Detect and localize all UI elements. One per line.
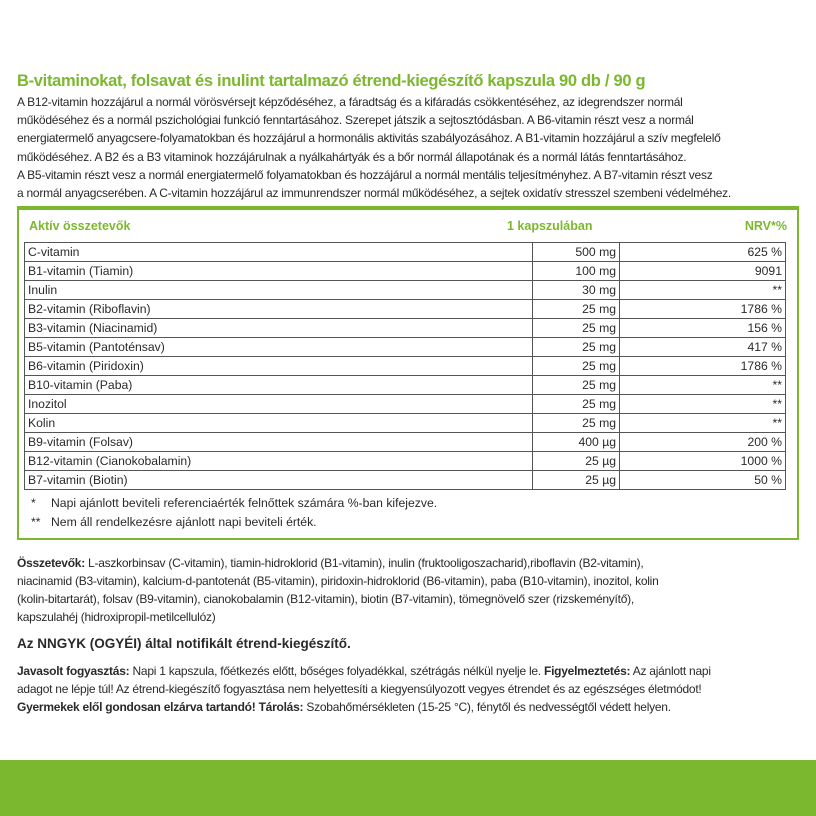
ingredient-nrv: ** bbox=[620, 281, 786, 300]
table-row bbox=[25, 319, 786, 338]
ingredients-text: L-aszkorbinsav (C-vitamin), tiamin-hidroklorid (B1-vitamin), inulin (fruktooligoszacharid),riboflavin (B2-vitamin), bbox=[84, 556, 644, 571]
ingredients-line: kapszulahéj (hidroxipropil-metilcellulóz) bbox=[17, 610, 216, 625]
usage-section bbox=[17, 662, 799, 716]
children-warning: Gyermekek elől gondosan elzárva tartandó! bbox=[17, 700, 256, 715]
ingredient-amount: 100 mg bbox=[533, 262, 620, 281]
bottom-green-band bbox=[0, 760, 816, 816]
ingredient-nrv: 156 % bbox=[620, 319, 786, 338]
ingredient-nrv: ** bbox=[620, 395, 786, 414]
ingredient-nrv: 1000 % bbox=[620, 452, 786, 471]
storage-text: Szobahőmérsékleten (15-25 °C), fénytől és nedvességtől védett helyen. bbox=[303, 700, 671, 715]
ingredients-line bbox=[17, 554, 799, 572]
table-row bbox=[25, 414, 786, 433]
ingredient-name: B5-vitamin (Pantoténsav) bbox=[25, 338, 533, 357]
nutrition-table bbox=[24, 242, 786, 490]
ingredient-amount: 25 µg bbox=[533, 452, 620, 471]
ingredient-name: C-vitamin bbox=[25, 243, 533, 262]
table-row bbox=[25, 433, 786, 452]
table-row bbox=[25, 338, 786, 357]
ingredient-nrv: 625 % bbox=[620, 243, 786, 262]
claim-line: a normál anyagcserében. A C-vitamin hozzájárul az immunrendszer normál működéséhez, a sejtek oxidatív stresszel szembeni védelméhez. bbox=[17, 186, 732, 201]
ingredient-amount: 25 mg bbox=[533, 338, 620, 357]
ingredient-nrv: ** bbox=[620, 376, 786, 395]
note-mark: ** bbox=[31, 515, 41, 530]
health-claims bbox=[17, 93, 799, 202]
table-row bbox=[25, 471, 786, 490]
ingredient-name: B3-vitamin (Niacinamid) bbox=[25, 319, 533, 338]
claim-line: működéséhez. A B2 és a B3 vitaminok hozzájárulnak a nyálkahártyák és a bőr normál állapotának és a normál látás fenntartásához. bbox=[17, 149, 687, 164]
ingredient-name: Inozitol bbox=[25, 395, 533, 414]
table-row bbox=[25, 262, 786, 281]
ingredient-nrv: 1786 % bbox=[620, 357, 786, 376]
table-row bbox=[25, 243, 786, 262]
claim-line: A B5-vitamin részt vesz a normál energiatermelő folyamatokban és hozzájárul a normál mentális teljesítményhez. A B7-vitamin részt vesz bbox=[17, 167, 713, 182]
ingredient-amount: 25 mg bbox=[533, 319, 620, 338]
note-line bbox=[31, 494, 795, 513]
ingredient-name: Inulin bbox=[25, 281, 533, 300]
ingredient-nrv: 200 % bbox=[620, 433, 786, 452]
dose-text: Napi 1 kapszula, főétkezés előtt, bőséges folyadékkal, szétrágás nélkül nyelje le. bbox=[129, 664, 544, 679]
table-row bbox=[25, 452, 786, 471]
ingredient-nrv: ** bbox=[620, 414, 786, 433]
warning-text: Az ajánlott napi bbox=[630, 664, 711, 679]
ingredients-label: Összetevők: bbox=[17, 556, 85, 571]
label-page bbox=[17, 72, 799, 716]
nutrition-box bbox=[17, 208, 799, 540]
table-row bbox=[25, 376, 786, 395]
ingredient-amount: 25 mg bbox=[533, 376, 620, 395]
storage-label: Tárolás: bbox=[255, 700, 304, 715]
ingredient-name: B6-vitamin (Piridoxin) bbox=[25, 357, 533, 376]
header-active-ingredients: Aktív összetevők bbox=[29, 219, 131, 234]
ingredients-line: (kolin-bitartarát), folsav (B9-vitamin), cianokobalamin (B12-vitamin), biotin (B7-vitamin), tömegnövelő szer (rizskeményítő), bbox=[17, 592, 634, 607]
note-line bbox=[31, 513, 795, 532]
table-row bbox=[25, 300, 786, 319]
ingredient-amount: 25 mg bbox=[533, 395, 620, 414]
table-row bbox=[25, 357, 786, 376]
ingredient-name: Kolin bbox=[25, 414, 533, 433]
ingredient-name: B10-vitamin (Paba) bbox=[25, 376, 533, 395]
ingredient-nrv: 1786 % bbox=[620, 300, 786, 319]
ingredient-amount: 25 mg bbox=[533, 357, 620, 376]
table-row bbox=[25, 395, 786, 414]
ingredient-amount: 25 mg bbox=[533, 414, 620, 433]
usage-line: adagot ne lépje túl! Az étrend-kiegészítő fogyasztása nem helyettesíti a kiegyensúlyozott vegyes étrendet és az egészséges életmódot! bbox=[17, 682, 702, 697]
ingredients-line: niacinamid (B3-vitamin), kalcium-d-pantotenát (B5-vitamin), piridoxin-hidroklorid (B6-vitamin), paba (B10-vitamin), inozitol, kolin bbox=[17, 574, 659, 589]
header-nrv: NRV*% bbox=[744, 219, 787, 234]
claim-line: energiatermelő anyagcsere-folyamatokban és hozzájárul a hormonális aktivitás szabályozásához. A B1-vitamin hozzájárul a szív megfelelő bbox=[17, 131, 721, 146]
header-per-capsule: 1 kapszulában bbox=[507, 219, 593, 234]
ingredient-amount: 400 µg bbox=[533, 433, 620, 452]
note-text: Napi ajánlott beviteli referenciaérték felnőttek számára %-ban kifejezve. bbox=[51, 496, 438, 511]
notification-statement: Az NNGYK (OGYÉI) által notifikált étrend-kiegészítő. bbox=[17, 636, 351, 652]
claim-line: működéséhez és a normál pszichológiai funkció fenntartásához. Szerepet játszik a sejtosztódásban. A B6-vitamin részt vesz a normál bbox=[17, 113, 694, 128]
table-notes bbox=[31, 494, 795, 532]
ingredient-name: B2-vitamin (Riboflavin) bbox=[25, 300, 533, 319]
ingredients-section bbox=[17, 554, 799, 626]
usage-line bbox=[17, 698, 799, 716]
table-row bbox=[25, 281, 786, 300]
table-header bbox=[21, 216, 795, 236]
ingredient-amount: 30 mg bbox=[533, 281, 620, 300]
ingredient-nrv: 9091 bbox=[620, 262, 786, 281]
ingredient-nrv: 50 % bbox=[620, 471, 786, 490]
ingredient-nrv: 417 % bbox=[620, 338, 786, 357]
ingredient-amount: 500 mg bbox=[533, 243, 620, 262]
warning-label: Figyelmeztetés: bbox=[543, 664, 631, 679]
ingredient-amount: 25 mg bbox=[533, 300, 620, 319]
note-mark: * bbox=[31, 496, 36, 511]
note-text: Nem áll rendelkezésre ajánlott napi beviteli érték. bbox=[51, 515, 317, 530]
product-title: B-vitaminokat, folsavat és inulint tartalmazó étrend-kiegészítő kapszula 90 db / 90 g bbox=[17, 72, 646, 90]
ingredient-name: B12-vitamin (Cianokobalamin) bbox=[25, 452, 533, 471]
ingredient-name: B7-vitamin (Biotin) bbox=[25, 471, 533, 490]
ingredient-amount: 25 µg bbox=[533, 471, 620, 490]
ingredient-name: B1-vitamin (Tiamin) bbox=[25, 262, 533, 281]
claim-line: A B12-vitamin hozzájárul a normál vörösvérsejt képződéséhez, a fáradtság és a kifáradás csökkentéséhez, az idegrendszer normál bbox=[17, 95, 683, 109]
dose-label: Javasolt fogyasztás: bbox=[17, 664, 130, 679]
usage-line bbox=[17, 662, 799, 680]
ingredient-name: B9-vitamin (Folsav) bbox=[25, 433, 533, 452]
